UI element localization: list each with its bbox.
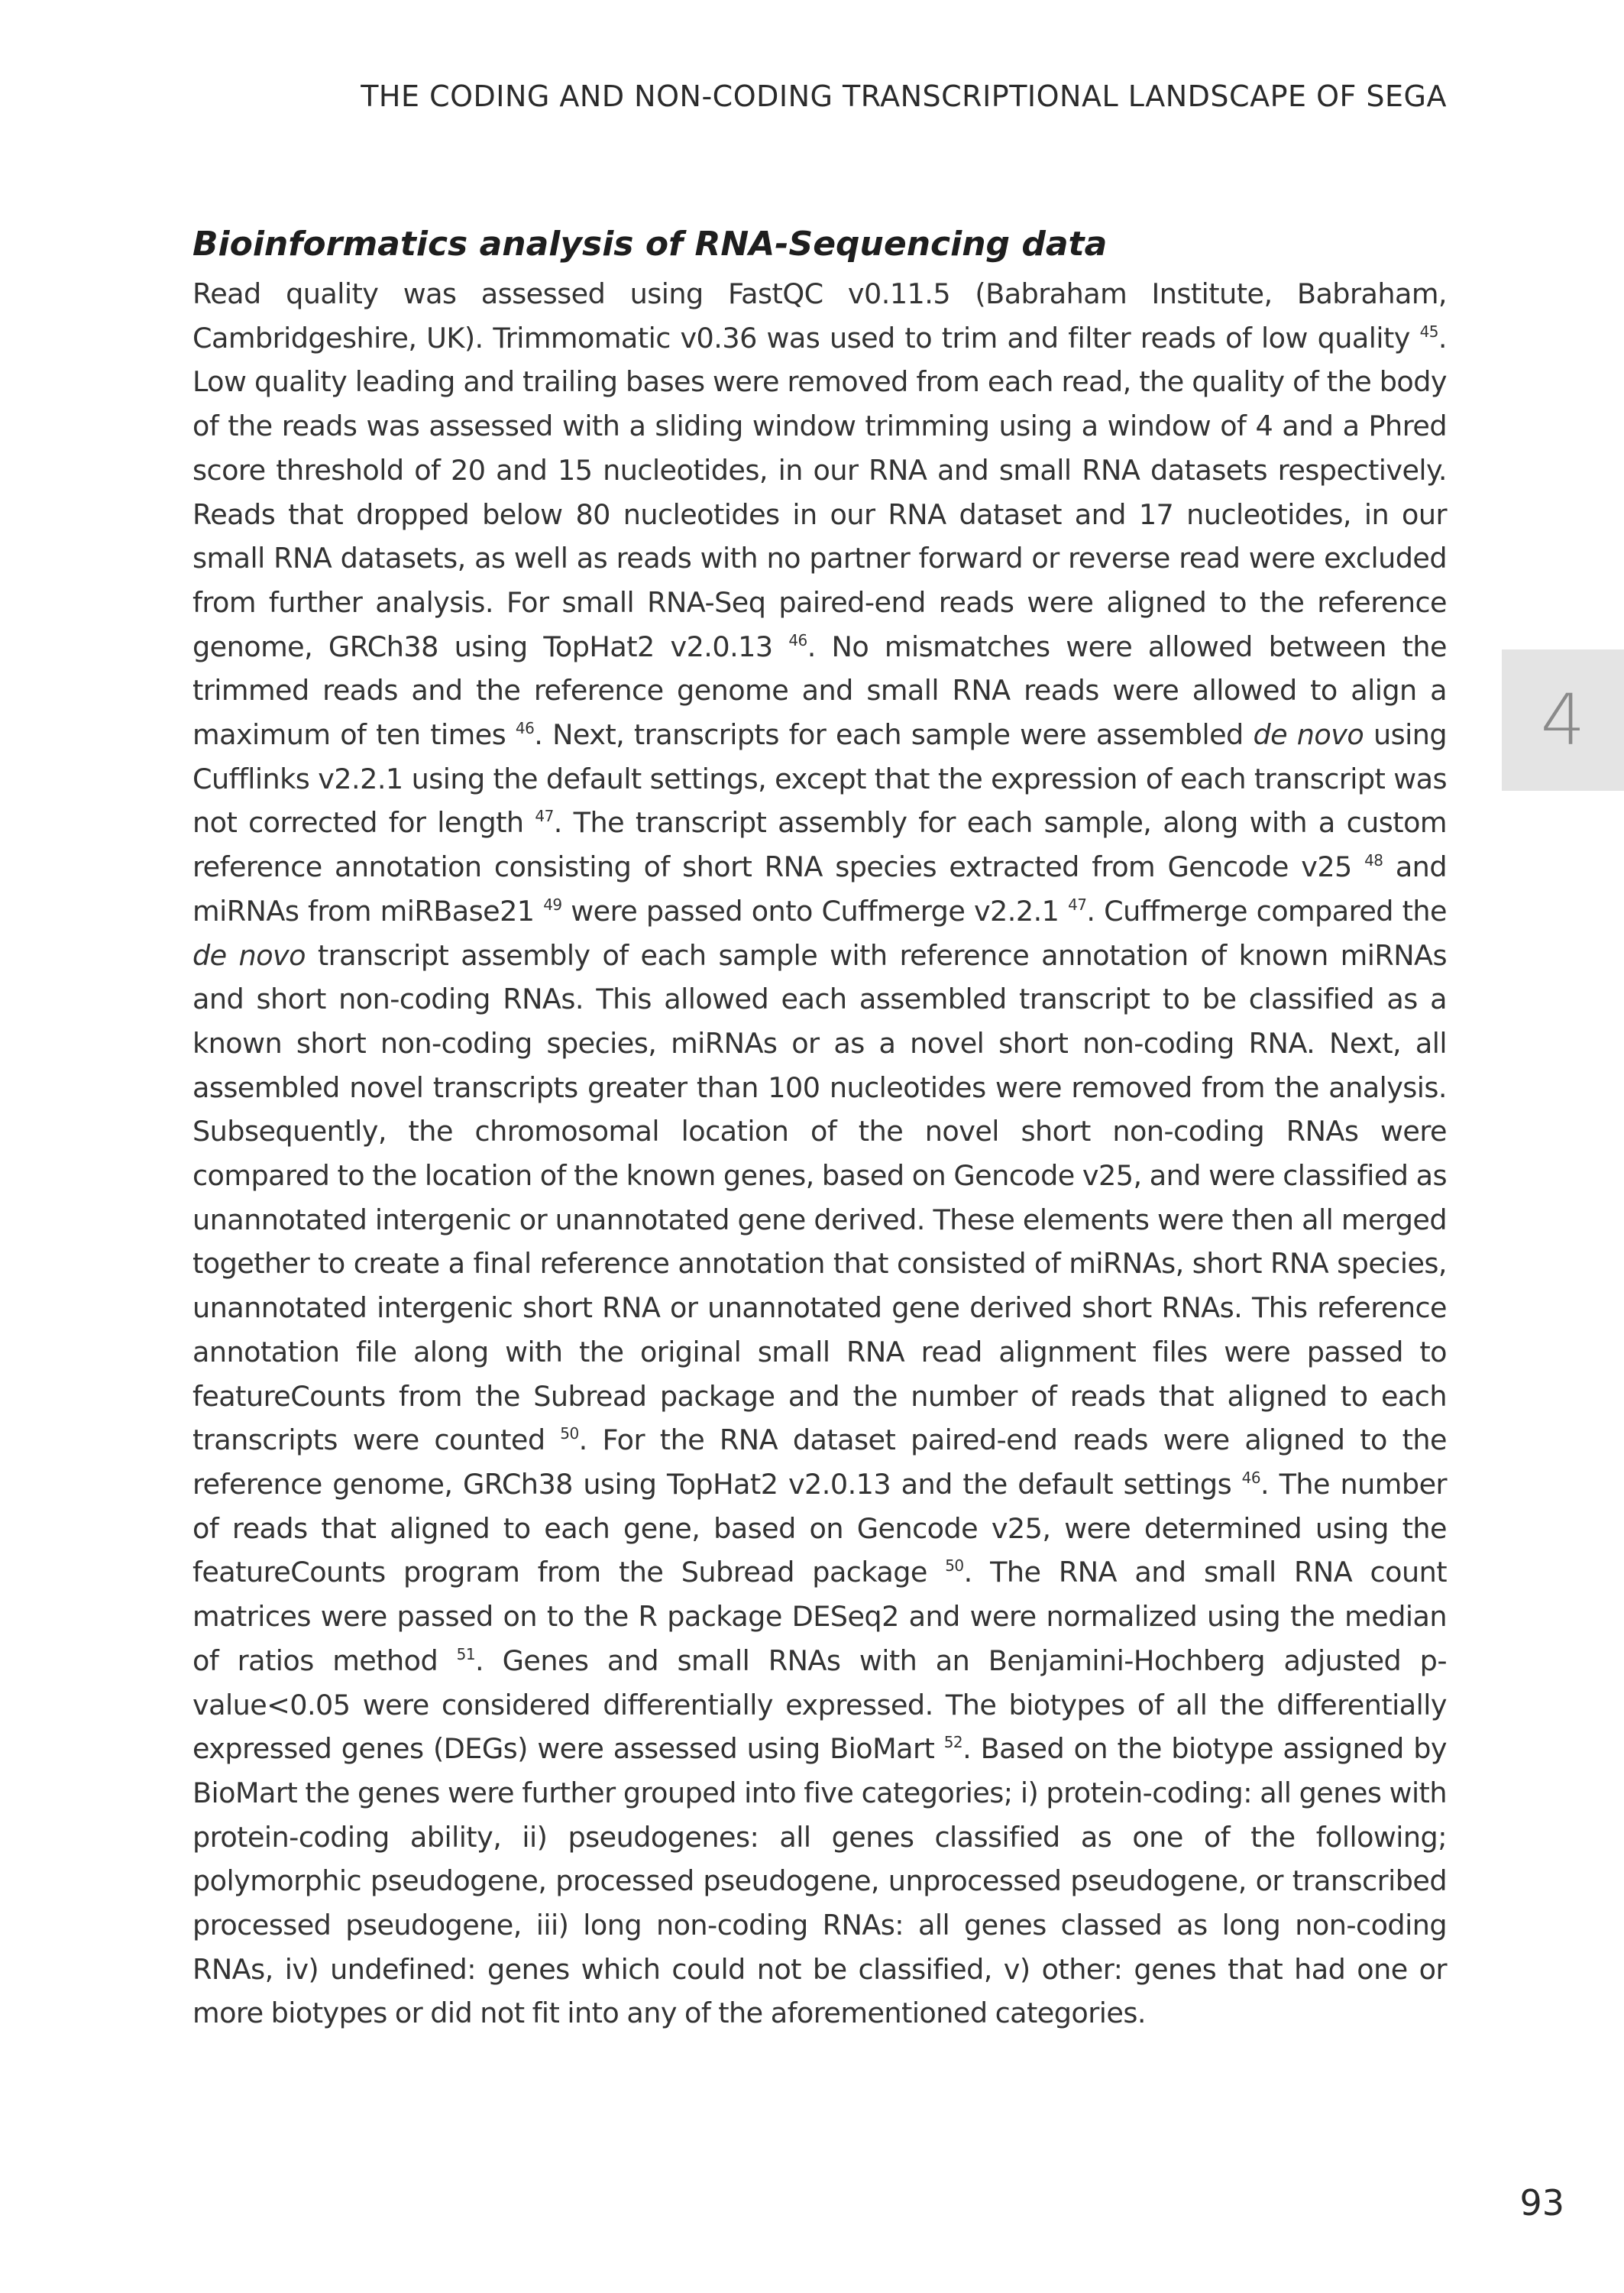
body-text: . Based on the biotype assigned by BioMart the genes were further grouped into five categories; i) protein-coding: all genes with protein-coding ability, ii) pseudogenes: all genes classified as one of the following; polymorphic pseudogene, processed pseudogene, unprocessed pseudogene, or transcribed processed pseudogene, iii) long non-coding RNAs: all genes classed as long non-coding RNAs, iv) undefined: genes which could not be classified, v) other: genes that had one or more biotypes or did not fit into any of the aforementioned categories.: [192, 1732, 1447, 2030]
italic-term: de novo: [192, 938, 306, 972]
body-text: transcript assembly of each sample with reference annotation of known miRNAs and short non-coding RNAs. This allowed each assembled transcript to be classified as a known short non-coding species, miRNAs or as a novel short non-coding RNA. Next, all assembled novel transcripts greater than 100 nucleotides were removed from the analysis. Subsequently, the chromosomal location of the novel short non-coding RNAs were compared to the location of the known genes, based on Gencode v25, and were classified as unannotated intergenic or unannotated gene derived. These elements were then all merged together to create a final reference annotation that consisted of miRNAs, short RNA species, unannotated intergenic short RNA or unannotated gene derived short RNAs. This reference annotation file along with the original small RNA read alignment files were passed to featureCounts from the Subread package and the number of reads that aligned to each transcripts were counted: [192, 938, 1447, 1457]
body-text: . Cuffmerge compared the: [1086, 894, 1448, 928]
body-paragraph: [192, 272, 1447, 2036]
citation-ref: 46: [1241, 1468, 1261, 1487]
italic-term: de novo: [1253, 718, 1364, 752]
chapter-tab: [1502, 649, 1624, 791]
chapter-number: 4: [1540, 679, 1586, 761]
citation-ref: 50: [560, 1424, 579, 1443]
body-text: were passed onto Cuffmerge v2.2.1: [561, 894, 1069, 928]
body-text: . The number of reads that aligned to each gene, based on Gencode v25, were determined using the featureCounts program from the Subread package: [192, 1467, 1448, 1589]
citation-ref: 47: [535, 807, 554, 826]
body-text: and miRNAs from miRBase21: [192, 850, 1447, 928]
body-text: using Cufflinks v2.2.1 using the default settings, except that the expression of each transcript was not corrected for length: [192, 718, 1448, 840]
body-text: . Low quality leading and trailing bases were removed from each read, the quality of the body of the reads was assessed with a sliding window trimming using a window of 4 and a Phred score threshold of 20 and 15 nucleotides, in our RNA and small RNA datasets respectively. Reads that dropped below 80 nucleotides in our RNA dataset and 17 nucleotides, in our small RNA datasets, as well as reads with no partner forward or reverse read were excluded from further analysis. For small RNA-Seq paired-end reads were aligned to the reference genome, GRCh38 using TopHat2 v2.0.13: [192, 321, 1447, 663]
citation-ref: 51: [456, 1644, 476, 1663]
citation-ref: 49: [543, 895, 562, 914]
citation-ref: 46: [788, 630, 807, 649]
running-head: THE CODING AND NON-CODING TRANSCRIPTIONAL LANDSCAPE OF SEGA: [361, 79, 1447, 113]
citation-ref: 52: [943, 1733, 963, 1752]
citation-ref: 46: [515, 719, 535, 738]
section-heading: Bioinformatics analysis of RNA-Sequencing data: [192, 225, 1108, 264]
citation-ref: 48: [1364, 851, 1383, 870]
citation-ref: 50: [945, 1556, 964, 1576]
citation-ref: 45: [1419, 322, 1438, 341]
body-text: . The RNA and small RNA count matrices were passed on to the R package DESeq2 and were normalized using the median of ratios method: [192, 1556, 1448, 1677]
section: [192, 219, 1447, 2036]
page-number: 93: [1519, 2182, 1564, 2223]
body-text: . Next, transcripts for each sample were assembled: [534, 718, 1254, 752]
citation-ref: 47: [1068, 895, 1087, 914]
body-text: . For the RNA dataset paired-end reads were aligned to the reference genome, GRCh38 using TopHat2 v2.0.13 and the default settings: [192, 1423, 1447, 1501]
body-text: . Genes and small RNAs with an Benjamini-Hochberg adjusted p-value<0.05 were considered differentially expressed. The biotypes of all the differentially expressed genes (DEGs) were assessed using BioMart: [192, 1644, 1447, 1766]
body-text: . No mismatches were allowed between the trimmed reads and the reference genome and small RNA reads were allowed to align a maximum of ten times: [192, 630, 1448, 752]
body-text: Read quality was assessed using FastQC v0.11.5 (Babraham Institute, Babraham, Cambridgeshire, UK). Trimmomatic v0.36 was used to trim and filter reads of low quality: [192, 277, 1447, 355]
body-text: . The transcript assembly for each sample, along with a custom reference annotation consisting of short RNA species extracted from Gencode v25: [192, 806, 1447, 884]
